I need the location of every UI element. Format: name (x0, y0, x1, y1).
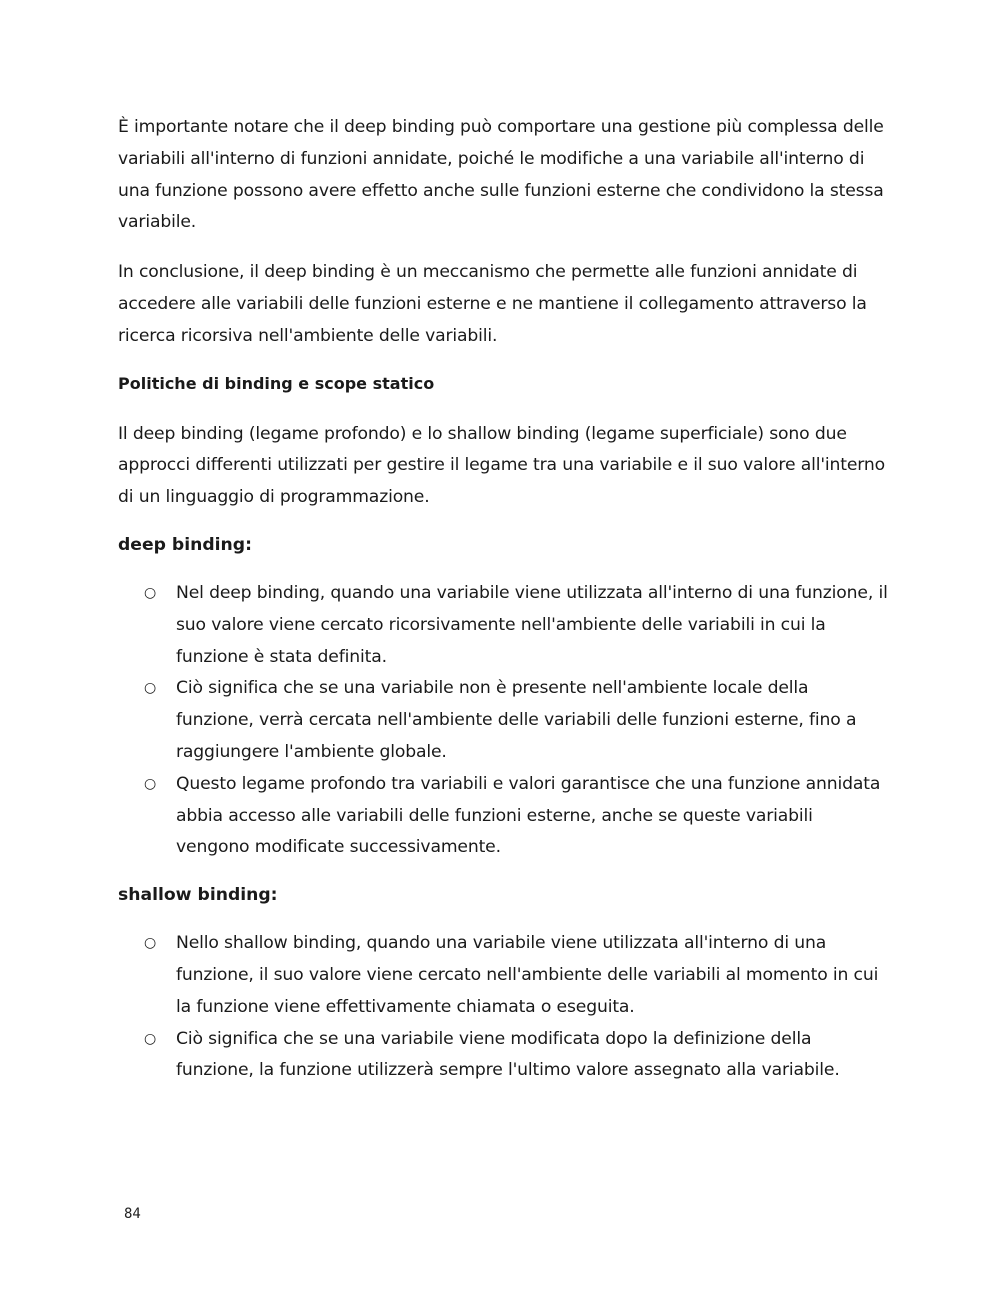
list-item (118, 928, 888, 1023)
list-item (118, 673, 888, 768)
document-page (118, 112, 888, 1105)
shallow-binding-list (118, 928, 888, 1087)
list-item (118, 578, 888, 673)
circle-bullet-icon: ○ (144, 1030, 157, 1047)
circle-bullet-icon: ○ (144, 584, 157, 601)
circle-bullet-icon: ○ (144, 775, 157, 792)
list-item-text: Ciò significa che se una variabile non è presente nell'ambiente locale della funzione, verrà cercata nell'ambiente delle variabili delle funzioni esterne, fino a raggiungere l'ambiente globale. (176, 678, 857, 762)
deep-binding-list (118, 578, 888, 864)
deep-binding-heading: deep binding: (118, 534, 252, 555)
page-number: 84 (124, 1206, 141, 1222)
section-title: Politiche di binding e scope statico (118, 373, 435, 393)
paragraph-conclusion: In conclusione, il deep binding è un meccanismo che permette alle funzioni annidate di accedere alle variabili delle funzioni esterne e ne mantiene il collegamento attraverso la ricerca ricorsiva nell'ambiente delle variabili. (118, 262, 867, 346)
paragraph-deep-binding-note: È importante notare che il deep binding può comportare una gestione più complessa delle variabili all'interno di funzioni annidate, poiché le modifiche a una variabile all'interno di una funzione possono avere effetto anche sulle funzioni esterne che condividono la stessa variabile. (118, 117, 884, 233)
list-item (118, 769, 888, 864)
list-item (118, 1024, 888, 1088)
list-item-text: Ciò significa che se una variabile viene modificata dopo la definizione della funzione, la funzione utilizzerà sempre l'ultimo valore assegnato alla variabile. (176, 1028, 840, 1081)
list-item-text: Questo legame profondo tra variabili e valori garantisce che una funzione annidata abbia accesso alle variabili delle funzioni esterne, anche se queste variabili vengono modificate successivamente. (176, 773, 881, 858)
list-item-text: Nello shallow binding, quando una variabile viene utilizzata all'interno di una funzione, il suo valore viene cercato nell'ambiente delle variabili al momento in cui la funzione viene effettivamente chiamata o eseguita. (176, 933, 879, 1017)
paragraph-intro: Il deep binding (legame profondo) e lo shallow binding (legame superficiale) sono due approcci differenti utilizzati per gestire il legame tra una variabile e il suo valore all'interno di un linguaggio di programmazione. (118, 423, 886, 508)
circle-bullet-icon: ○ (144, 935, 157, 952)
shallow-binding-heading: shallow binding: (118, 885, 278, 906)
circle-bullet-icon: ○ (144, 680, 157, 697)
list-item-text: Nel deep binding, quando una variabile viene utilizzata all'interno di una funzione, il suo valore viene cercato ricorsivamente nell'ambiente delle variabili in cui la funzione è stata definita. (176, 582, 888, 667)
